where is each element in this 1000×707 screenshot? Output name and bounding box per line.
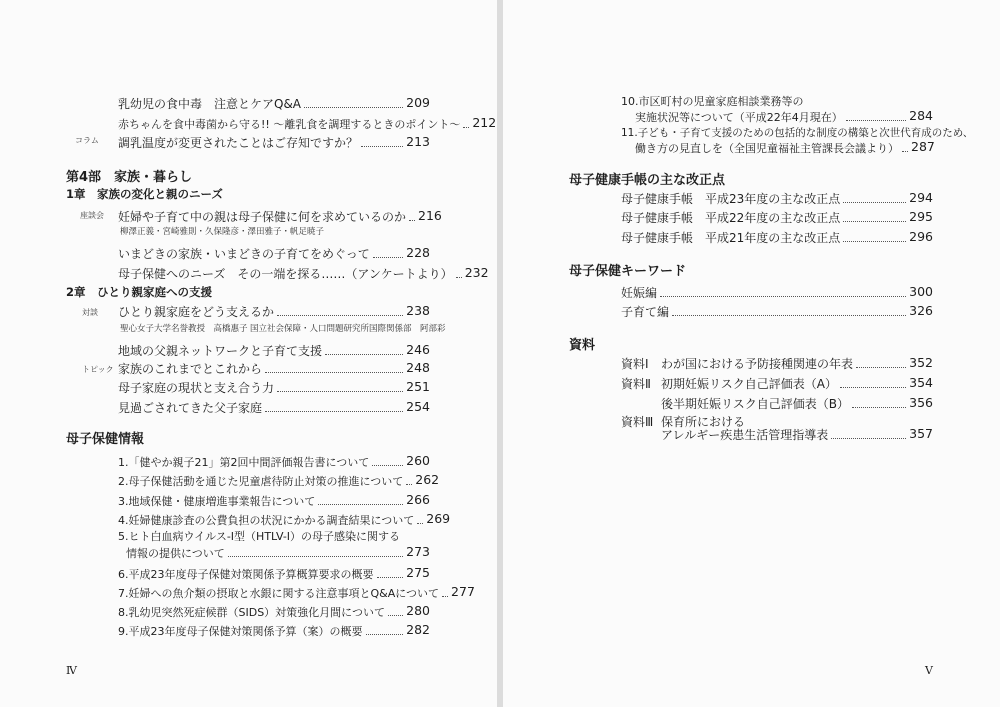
entry-page: 232 [464, 265, 489, 280]
entry-title: わが国における予防接種関連の年表 [661, 356, 854, 371]
entry-page: 352 [909, 355, 933, 370]
entry-title: 4.妊婦健康診査の公費負担の状況にかかる調査結果について [118, 513, 415, 527]
entry-title: 2.母子保健活動を通じた児童虐待防止対策の推進について [118, 474, 404, 488]
toc-entry[interactable] [118, 381, 430, 394]
toc-entry[interactable] [118, 455, 430, 468]
toc-entry[interactable] [118, 494, 430, 507]
entry-title: 地域の父親ネットワークと子育て支援 [118, 343, 323, 358]
entry-title: 母子健康手帳 平成23年度の主な改正点 [621, 191, 841, 206]
entry-page: 273 [406, 544, 430, 559]
entry-page: 213 [406, 134, 430, 149]
toc-entry[interactable] [621, 357, 933, 370]
entry-page: 296 [909, 229, 933, 244]
toc-entry[interactable] [118, 97, 430, 110]
toc-entry[interactable] [621, 231, 933, 244]
entry-title: 母子家庭の現状と支え合う力 [118, 380, 275, 395]
entry-page: 262 [415, 472, 440, 487]
entry-title: アレルギー疾患生活管理指導表 [661, 427, 829, 442]
entry-page: 277 [451, 584, 475, 599]
entry-title: 家族のこれまでとこれから [118, 361, 263, 376]
entry-page: 282 [406, 622, 430, 637]
section-heading: 母子健康手帳の主な改正点 [569, 173, 726, 188]
toc-entry[interactable] [621, 305, 933, 318]
toc-entry[interactable] [661, 397, 933, 410]
toc-entry[interactable] [118, 208, 442, 224]
toc-entry[interactable] [621, 377, 933, 390]
dialogue-tag: 対談 [82, 308, 98, 317]
entry-page: 216 [418, 208, 442, 223]
roundtable-tag: 座談会 [80, 211, 104, 220]
toc-entry[interactable] [118, 567, 430, 580]
participants-credit: 柳澤正義・宮崎雅則・久保隆彦・澤田雅子・帆足暁子 [120, 227, 325, 237]
participant-credit: 聖心女子大学名誉教授 高橋惠子 [120, 324, 248, 334]
entry-title: 働き方の見直しを（全国児童福祉主管課長会議より） [635, 141, 899, 155]
toc-entry[interactable] [118, 344, 430, 357]
right-page [503, 0, 1000, 707]
entry-title: ひとり親家庭をどう支えるか [118, 304, 275, 319]
toc-entry[interactable] [118, 247, 430, 260]
entry-page: 275 [406, 565, 430, 580]
topic-tag: トピック [82, 365, 114, 374]
toc-entry[interactable] [118, 401, 430, 414]
entry-title: 妊娠編 [621, 285, 658, 300]
section-heading: 母子保健情報 [66, 432, 145, 447]
entry-title: 情報の提供について [126, 546, 225, 560]
toc-entry[interactable] [118, 265, 489, 281]
chapter-heading: 2章 ひとり親家庭への支援 [66, 285, 213, 299]
column-tag: コラム [75, 136, 99, 145]
entry-page: 269 [426, 511, 451, 526]
entry-title: 見過ごされてきた父子家庭 [118, 400, 263, 415]
chapter-heading: 1章 家族の変化と親のニーズ [66, 187, 223, 201]
section-heading: 母子保健キーワード [569, 264, 687, 279]
entry-title: 1.「健やか親子21」第2回中間評価報告書について [118, 455, 370, 469]
entry-title: 初期妊娠リスク自己評価表（A） [661, 376, 837, 391]
toc-entry[interactable] [118, 624, 430, 637]
section-heading: 資料 [569, 338, 596, 353]
participant-credit: 国立社会保障・人口問題研究所国際関係部 阿部彩 [250, 324, 446, 334]
entry-page: 246 [406, 342, 430, 357]
entry-page: 260 [406, 453, 430, 468]
entry-title: 子育て編 [621, 304, 670, 319]
entry-page: 294 [909, 190, 933, 205]
toc-entry[interactable] [635, 141, 933, 154]
entry-page: 248 [406, 360, 430, 375]
entry-title: 後半期妊娠リスク自己評価表（B） [661, 396, 849, 411]
entry-title-line1: 5.ヒト白血病ウイルス-Ⅰ型（HTLV-Ⅰ）の母子感染に関する [118, 530, 401, 543]
toc-entry[interactable] [621, 286, 933, 299]
toc-entry[interactable] [118, 584, 475, 600]
entry-page: 354 [909, 375, 933, 390]
toc-entry[interactable] [118, 605, 430, 618]
entry-page: 357 [909, 426, 933, 441]
entry-title: 妊婦や子育て中の親は母子保健に何を求めているのか [118, 209, 407, 224]
entry-page: 326 [909, 303, 933, 318]
entry-page: 238 [406, 303, 430, 318]
entry-title: 母子健康手帳 平成22年度の主な改正点 [621, 210, 841, 225]
entry-title: 8.乳幼児突然死症候群（SIDS）対策強化月間について [118, 605, 385, 619]
toc-entry[interactable] [118, 362, 430, 375]
entry-title-line1: 10.市区町村の児童家庭相談業務等の [621, 95, 804, 108]
entry-title: 6.平成23年度母子保健対策関係予算概算要求の概要 [118, 567, 374, 581]
entry-title: 赤ちゃんを食中毒菌から守る!! ～離乳食を調理するときのポイント～ [118, 117, 461, 131]
toc-entry[interactable] [118, 115, 497, 131]
entry-page: 212 [472, 115, 497, 130]
toc-entry[interactable] [118, 511, 451, 527]
entry-title-line1: 保育所における [661, 415, 746, 429]
toc-entry[interactable] [118, 472, 440, 488]
entry-page: 254 [406, 399, 430, 414]
toc-entry[interactable] [118, 136, 430, 149]
toc-entry[interactable] [621, 211, 933, 224]
material-label: 資料Ⅲ [621, 415, 654, 429]
page-number: Ⅳ [66, 664, 77, 677]
toc-entry[interactable] [661, 428, 933, 441]
entry-page: 266 [406, 492, 430, 507]
page-number: Ⅴ [925, 664, 933, 677]
left-page [0, 0, 497, 707]
entry-page: 300 [909, 284, 933, 299]
toc-entry[interactable] [126, 546, 430, 559]
entry-page: 295 [909, 209, 933, 224]
toc-entry[interactable] [621, 192, 933, 205]
entry-page: 228 [406, 245, 430, 260]
part-heading: 第4部 家族・暮らし [66, 170, 193, 185]
toc-entry[interactable] [635, 110, 933, 123]
entry-title: 9.平成23年度母子保健対策関係予算（案）の概要 [118, 624, 363, 638]
entry-title: 調乳温度が変更されたことはご存知ですか？ [118, 135, 359, 150]
entry-title: 乳幼児の食中毒 注意とケアQ&A [118, 96, 302, 111]
material-label: 資料Ⅱ [621, 376, 651, 391]
entry-page: 280 [406, 603, 430, 618]
entry-page: 209 [406, 95, 430, 110]
entry-page: 356 [909, 395, 933, 410]
entry-title: 実施状況等について（平成22年4月現在） [635, 110, 843, 124]
entry-page: 287 [911, 139, 935, 154]
entry-page: 284 [909, 108, 933, 123]
entry-title: 7.妊婦への魚介類の摂取と水銀に関する注意事項とQ&Aについて [118, 586, 440, 600]
material-label: 資料Ⅰ [621, 356, 649, 371]
toc-entry[interactable] [118, 305, 430, 318]
entry-title: 母子健康手帳 平成21年度の主な改正点 [621, 230, 841, 245]
entry-title: 3.地域保健・健康増進事業報告について [118, 494, 316, 508]
entry-title: いまどきの家族・いまどきの子育てをめぐって [118, 246, 370, 261]
entry-page: 251 [406, 379, 430, 394]
entry-title-line1: 11.子ども・子育て支援のための包括的な制度の構築と次世代育成のため、 [621, 127, 974, 139]
entry-title: 母子保健へのニーズ その一端を探る……（アンケートより） [118, 266, 453, 281]
